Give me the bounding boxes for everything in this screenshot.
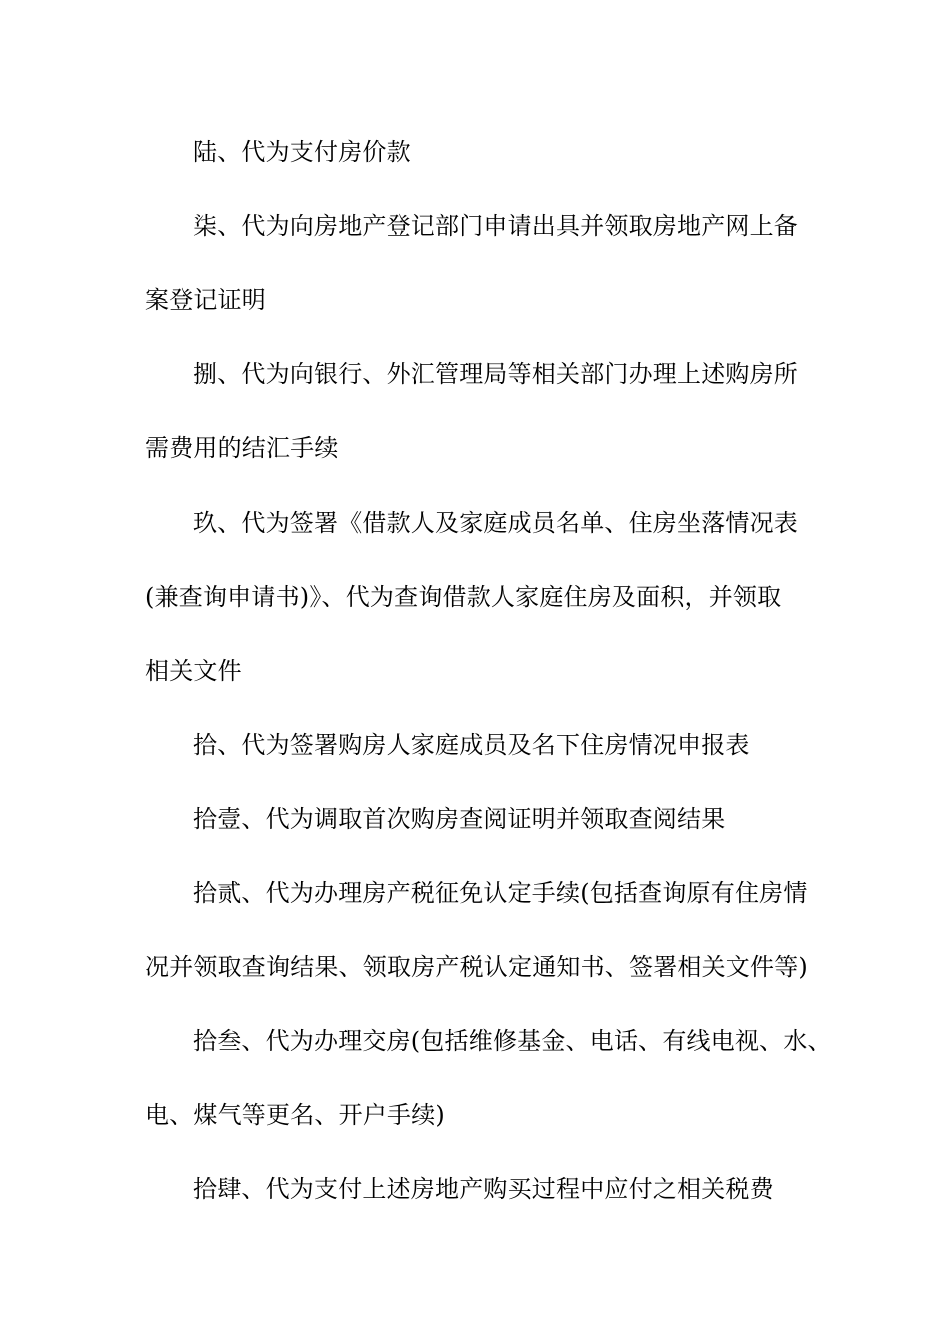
item-9-line-1: 玖、代为签署《借款人及家庭成员名单、住房坐落情况表: [193, 509, 798, 537]
item-9-line-3: 相关文件: [145, 657, 242, 685]
item-7-line-1: 柒、代为向房地产登记部门申请出具并领取房地产网上备: [193, 212, 798, 240]
item-6-line-1: 陆、代为支付房价款: [193, 138, 411, 166]
item-13-line-2: 电、煤气等更名、开户手续): [145, 1101, 445, 1129]
item-9-line-2: (兼查询申请书)》、代为查询借款人家庭住房及面积，并领取: [145, 583, 782, 611]
item-13-line-1: 拾叁、代为办理交房(包括维修基金、电话、有线电视、水、: [193, 1027, 832, 1055]
item-14-line-1: 拾肆、代为支付上述房地产购买过程中应付之相关税费: [193, 1175, 774, 1203]
item-12-line-1: 拾贰、代为办理房产税征免认定手续(包括查询原有住房情: [193, 879, 808, 907]
item-10-line-1: 拾、代为签署购房人家庭成员及名下住房情况申报表: [193, 731, 750, 759]
item-12-line-2: 况并领取查询结果、领取房产税认定通知书、签署相关文件等): [145, 953, 808, 981]
item-8-line-1: 捌、代为向银行、外汇管理局等相关部门办理上述购房所: [193, 360, 798, 388]
item-11-line-1: 拾壹、代为调取首次购房查阅证明并领取查阅结果: [193, 805, 726, 833]
item-7-line-2: 案登记证明: [145, 286, 266, 314]
item-8-line-2: 需费用的结汇手续: [145, 434, 339, 462]
